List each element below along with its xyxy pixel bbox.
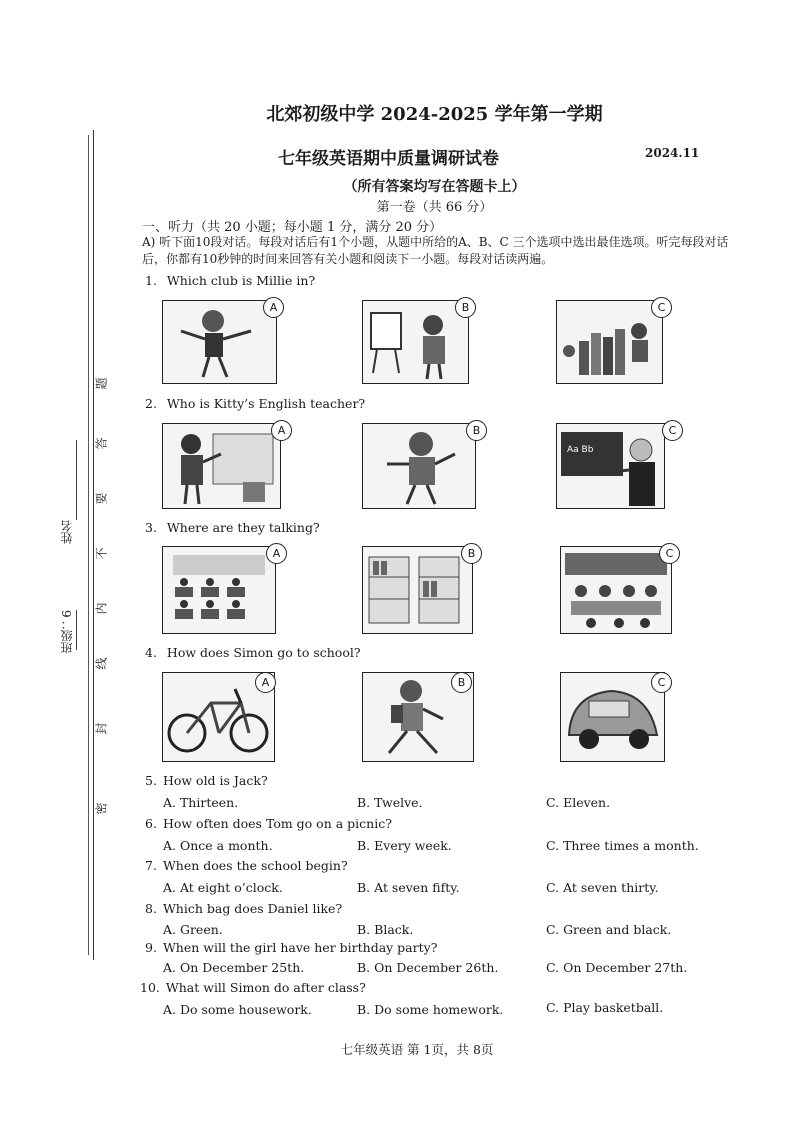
option-c: C. Three times a month. [546,838,699,853]
question-2 [145,396,365,411]
option-badge-c: C [651,672,672,693]
option-a: A. Do some housework. [163,1002,312,1017]
option-a: A. Once a month. [163,838,273,853]
question-text: Which club is Millie in? [166,273,316,288]
option-c: C. At seven thirty. [546,880,659,895]
part-a-instruction: A) 听下面10段对话。每段对话后有1个小题，从题中所给的A、B、C 三个选项中选出最佳选项。听完每段对话后，你都有10秒钟的时间来回答有关小题和阅读下一小题。每段对话读两遍。 [142,235,729,266]
option-b: B. Black. [357,922,414,937]
question-4 [145,645,361,660]
question-number: 2. [145,396,157,411]
option-badge-b: B [451,672,472,693]
option-b: B. On December 26th. [357,960,499,975]
question-1 [145,273,315,288]
question-number: 8. [145,901,157,916]
seal-char: 密 [94,802,109,815]
seal-line [93,130,94,960]
question-text: How often does Tom go on a picnic? [162,816,392,831]
question-6 [145,816,392,831]
seal-line-inner [88,135,89,955]
seal-char: 要 [94,492,109,505]
option-b: B. Twelve. [357,795,423,810]
option-c: C. On December 27th. [546,960,688,975]
option-badge-a: A [263,297,284,318]
question-5 [145,773,268,788]
class-label: 班级：6 [60,610,74,654]
option-badge-a: A [266,543,287,564]
picture-2a-teacher-board [162,423,281,509]
picture-4c-car [560,672,665,762]
question-text: What will Simon do after class? [165,980,366,995]
seal-char: 封 [94,722,109,735]
question-text: Where are they talking? [166,520,320,535]
question-number: 5. [145,773,157,788]
question-number: 10. [140,980,160,995]
option-badge-b: B [455,297,476,318]
question-number: 7. [145,858,157,873]
picture-3b-library-shelves [362,546,473,634]
option-badge-b: B [461,543,482,564]
class-blank-line [76,610,77,650]
option-badge-c: C [662,420,683,441]
question-8 [145,901,342,916]
question-text: Who is Kitty’s English teacher? [166,396,366,411]
option-c: C. Green and black. [546,922,672,937]
option-c: C. Play basketball. [546,1000,664,1015]
seal-char: 不 [94,547,109,560]
question-number: 6. [145,816,157,831]
picture-1b-girl-painting [362,300,469,384]
seal-char: 题 [94,377,109,390]
picture-1a-dancing-girl [162,300,277,384]
picture-3c-reading-room [560,546,672,634]
option-b: B. At seven fifty. [357,880,460,895]
question-text: How does Simon go to school? [166,645,361,660]
option-badge-a: A [271,420,292,441]
exam-title: 七年级英语期中质量调研试卷 [278,149,499,169]
option-badge-b: B [466,420,487,441]
svg-text:Aa Bb: Aa Bb [567,445,594,455]
option-a: A. On December 25th. [163,960,305,975]
seal-char: 线 [94,657,109,670]
exam-date: 2024.11 [645,146,700,160]
question-text: When will the girl have her birthday party? [162,940,438,955]
question-3 [145,520,320,535]
option-a: A. At eight o’clock. [163,880,283,895]
option-badge-a: A [255,672,276,693]
option-a: A. Thirteen. [163,795,239,810]
option-b: B. Do some homework. [357,1002,504,1017]
option-b: B. Every week. [357,838,452,853]
question-10 [140,980,366,995]
option-c: C. Eleven. [546,795,611,810]
page-footer: 七年级英语 第 1页，共 8页 [340,1042,494,1057]
picture-2b-woman-glasses [362,423,476,509]
section-title: 一、听力（共 20 小题；每小题 1 分，满分 20 分） [142,220,443,235]
name-label: 姓名 [60,520,74,544]
question-text: How old is Jack? [162,773,268,788]
question-text: Which bag does Daniel like? [162,901,343,916]
option-a: A. Green. [163,922,223,937]
question-text: When does the school begin? [162,858,348,873]
picture-3a-classroom [162,546,276,634]
answer-note: （所有答案均写在答题卡上） [343,179,526,195]
question-number: 3. [145,520,157,535]
seal-char: 答 [94,437,109,450]
option-badge-c: C [659,543,680,564]
question-9 [145,940,437,955]
picture-2c-teacher-chalkboard [556,423,665,509]
question-number: 1. [145,273,157,288]
picture-1c-books-reading [556,300,663,384]
question-7 [145,858,348,873]
school-title: 北郊初级中学 2024-2025 学年第一学期 [266,104,603,125]
volume-label: 第一卷（共 66 分） [376,200,493,215]
name-blank-line [76,440,77,520]
seal-char: 内 [94,602,109,615]
question-number: 4. [145,645,157,660]
question-number: 9. [145,940,157,955]
option-badge-c: C [651,297,672,318]
